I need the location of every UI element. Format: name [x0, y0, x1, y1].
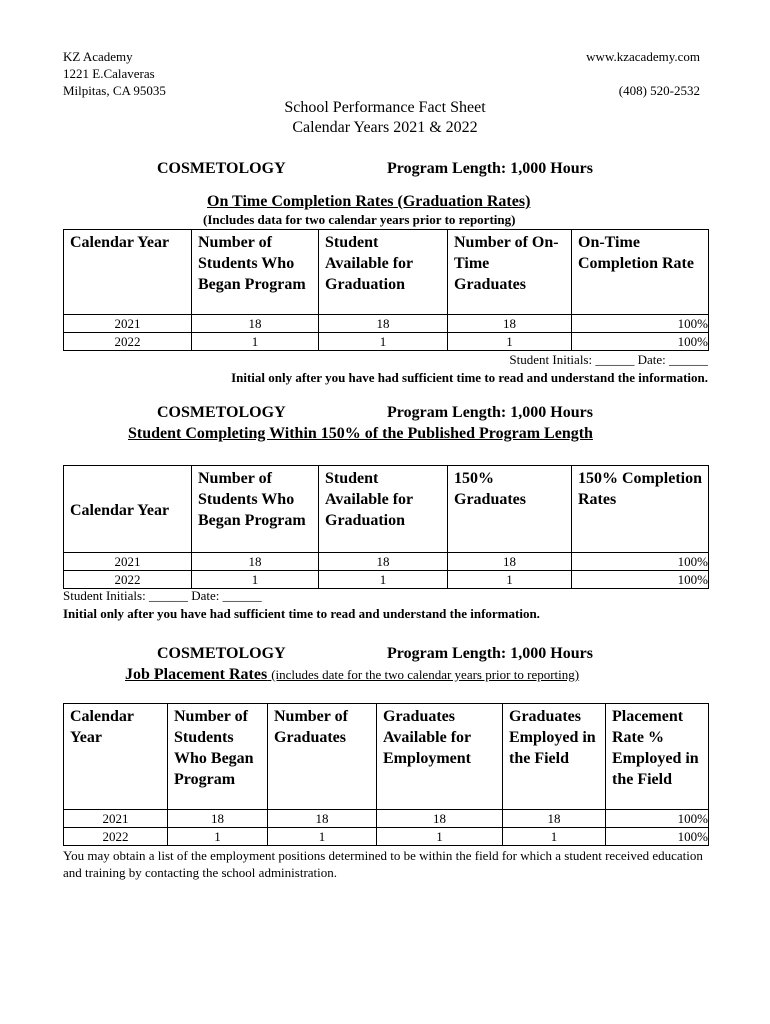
column-header: Number of On-Time Graduates	[448, 230, 572, 315]
table-row	[64, 828, 709, 846]
column-header: On-Time Completion Rate	[572, 230, 709, 315]
table-cell: 18	[192, 553, 319, 571]
table-cell: 18	[319, 315, 448, 333]
column-header: 150% Graduates	[448, 466, 572, 553]
table-cell: 2022	[64, 333, 192, 351]
section2-student-initials: Student Initials: ______ Date: ______	[63, 588, 262, 603]
column-header: Calendar Year	[64, 466, 192, 553]
column-header: Number of Graduates	[268, 704, 377, 810]
table-cell: 1	[448, 333, 572, 351]
table-cell: 100%	[572, 553, 709, 571]
school-website: www.kzacademy.com	[586, 49, 700, 64]
school-address-line2: Milpitas, CA 95035	[63, 83, 166, 98]
table-cell: 100%	[606, 810, 709, 828]
column-header: Number of Students Who Began Program	[168, 704, 268, 810]
table-cell: 1	[448, 571, 572, 589]
table-row	[64, 571, 709, 589]
section1-program-length: Program Length: 1,000 Hours	[387, 160, 593, 177]
column-header: Number of Students Who Began Program	[192, 466, 319, 553]
column-header: Graduates Available for Employment	[377, 704, 503, 810]
table-cell: 18	[448, 315, 572, 333]
document-title: School Performance Fact Sheet	[284, 99, 486, 116]
table-cell: 18	[268, 810, 377, 828]
column-header: Student Available for Graduation	[319, 230, 448, 315]
table-cell: 2021	[64, 315, 192, 333]
table-cell: 1	[192, 333, 319, 351]
table-cell: 18	[192, 315, 319, 333]
section3-footer-note: You may obtain a list of the employment positions determined to be within the field for which a student received education and training by contacting the school administration.	[63, 848, 703, 880]
table-header-row	[64, 704, 709, 810]
table-cell: 2022	[64, 828, 168, 846]
table-cell: 2022	[64, 571, 192, 589]
table-cell: 1	[268, 828, 377, 846]
table-cell: 1	[168, 828, 268, 846]
table-cell: 1	[503, 828, 606, 846]
section2-program-name: COSMETOLOGY	[157, 404, 286, 421]
section3-program-name: COSMETOLOGY	[157, 645, 286, 662]
table-header-row	[64, 466, 709, 553]
table-cell: 1	[377, 828, 503, 846]
section1-notice: Initial only after you have had sufficient time to read and understand the information.	[231, 370, 708, 385]
section3-heading-note: (includes date for the two calendar years prior to reporting)	[271, 667, 580, 682]
table-cell: 2021	[64, 810, 168, 828]
section2-notice: Initial only after you have had sufficient time to read and understand the information.	[63, 606, 540, 621]
document-subtitle: Calendar Years 2021 & 2022	[292, 119, 478, 136]
section3-program-length: Program Length: 1,000 Hours	[387, 645, 593, 662]
table-header-row	[64, 230, 709, 315]
section3-heading: Job Placement Rates	[125, 666, 268, 683]
column-header: Calendar Year	[64, 704, 168, 810]
table-cell: 1	[319, 333, 448, 351]
school-address-line1: 1221 E.Calaveras	[63, 66, 155, 81]
table-cell: 1	[192, 571, 319, 589]
job-placement-table	[63, 703, 709, 846]
section1-subheading: (Includes data for two calendar years prior to reporting)	[203, 212, 516, 227]
section1-program-name: COSMETOLOGY	[157, 160, 286, 177]
table-cell: 2021	[64, 553, 192, 571]
table-cell: 18	[503, 810, 606, 828]
school-name: KZ Academy	[63, 49, 133, 64]
table-cell: 18	[319, 553, 448, 571]
column-header: Placement Rate % Employed in the Field	[606, 704, 709, 810]
column-header: Graduates Employed in the Field	[503, 704, 606, 810]
table-cell: 100%	[572, 571, 709, 589]
column-header: Student Available for Graduation	[319, 466, 448, 553]
table-cell: 18	[448, 553, 572, 571]
table-cell: 100%	[572, 315, 709, 333]
column-header: 150% Completion Rates	[572, 466, 709, 553]
section1-heading: On Time Completion Rates (Graduation Rates)	[207, 193, 531, 210]
column-header: Calendar Year	[64, 230, 192, 315]
school-phone: (408) 520-2532	[618, 83, 700, 98]
table-cell: 18	[168, 810, 268, 828]
table-row	[64, 315, 709, 333]
section2-heading: Student Completing Within 150% of the Published Program Length	[128, 425, 593, 442]
table-row	[64, 810, 709, 828]
section3-heading-line	[125, 666, 579, 684]
table-row	[64, 333, 709, 351]
section2-program-length: Program Length: 1,000 Hours	[387, 404, 593, 421]
table-row	[64, 553, 709, 571]
column-header: Number of Students Who Began Program	[192, 230, 319, 315]
table-cell: 100%	[572, 333, 709, 351]
section1-student-initials: Student Initials: ______ Date: ______	[509, 352, 708, 367]
table-cell: 100%	[606, 828, 709, 846]
table-cell: 1	[319, 571, 448, 589]
completion-150-table	[63, 465, 709, 589]
table-cell: 18	[377, 810, 503, 828]
completion-rates-table	[63, 229, 709, 351]
